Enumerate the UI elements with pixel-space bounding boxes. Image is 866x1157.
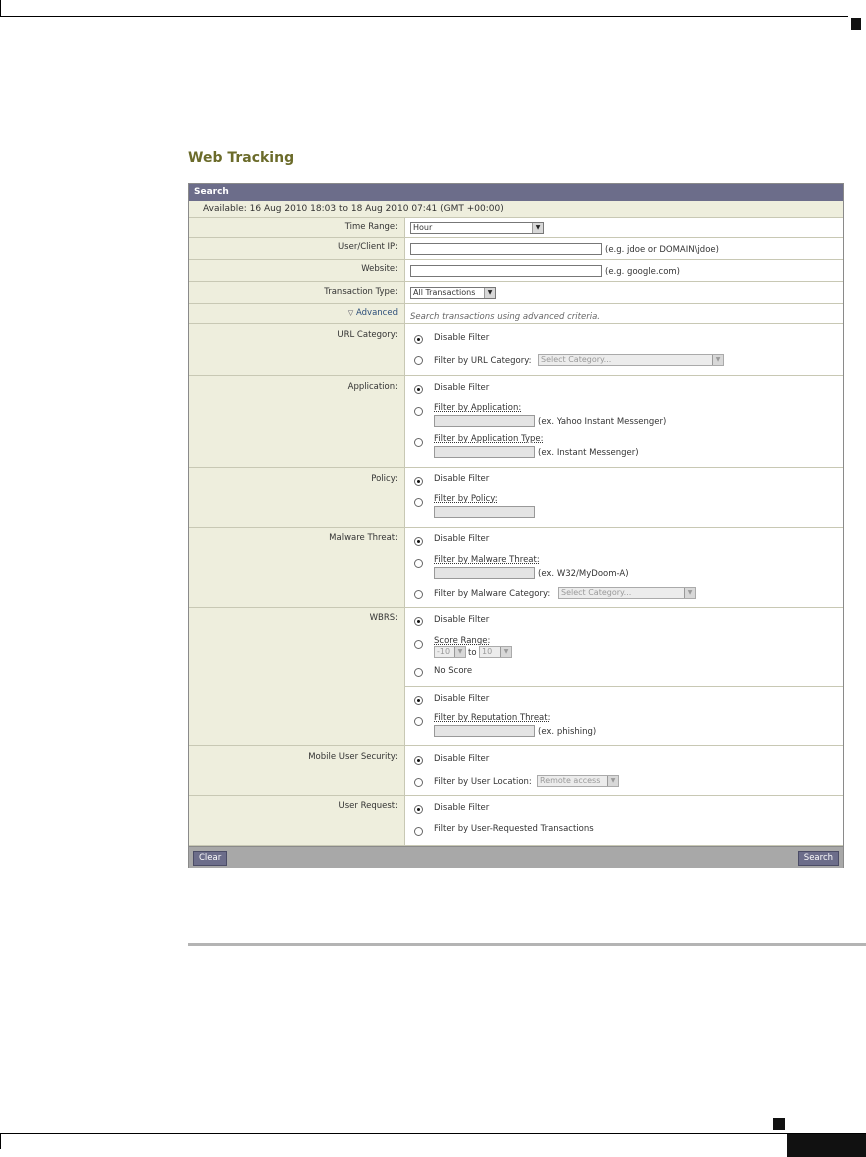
wbrs-score-to-value: 10 <box>482 647 493 656</box>
chevron-down-icon: ▼ <box>532 223 543 233</box>
application-hint: (ex. Yahoo Instant Messenger) <box>538 417 667 427</box>
malware-category-select[interactable] <box>558 587 696 599</box>
malware-category-radio[interactable] <box>414 590 423 599</box>
wbrs-score-from-select[interactable] <box>434 646 466 658</box>
wbrs-reputation-cell <box>404 687 843 746</box>
time-range-cell <box>404 218 843 238</box>
user-ip-input[interactable] <box>410 243 602 255</box>
chevron-down-icon: ▼ <box>484 288 495 298</box>
malware-label: Malware Threat: <box>189 528 404 608</box>
wbrs-rep-disable-radio[interactable] <box>414 696 423 705</box>
website-hint: (e.g. google.com) <box>605 267 681 277</box>
transaction-type-select[interactable] <box>410 287 496 299</box>
application-label: Application: <box>189 376 404 468</box>
chevron-down-icon: ▼ <box>607 776 618 786</box>
user-request-disable-label: Disable Filter <box>434 803 490 813</box>
wbrs-rep-input[interactable] <box>434 725 535 737</box>
user-ip-cell <box>404 238 843 260</box>
url-category-filter-label: Filter by URL Category: <box>434 356 532 366</box>
wbrs-rep-filter-label: Filter by Reputation Threat: <box>434 713 551 723</box>
url-category-select[interactable] <box>538 354 724 366</box>
application-filter-radio[interactable] <box>414 407 423 416</box>
page-corner-mark <box>851 18 861 30</box>
malware-cell <box>404 528 843 608</box>
wbrs-score-label: Score Range: <box>434 636 491 646</box>
page-bottom-tick <box>0 1133 1 1149</box>
mobile-disable-label: Disable Filter <box>434 754 490 764</box>
transaction-type-value: All Transactions <box>413 288 476 297</box>
malware-threat-hint: (ex. W32/MyDoom-A) <box>538 569 629 579</box>
policy-cell <box>404 468 843 528</box>
panel-footer <box>189 846 843 868</box>
panel-header <box>189 184 843 201</box>
page-bottom-rule <box>0 1133 866 1134</box>
wbrs-no-score-radio[interactable] <box>414 668 423 677</box>
application-type-radio[interactable] <box>414 438 423 447</box>
policy-label: Policy: <box>189 468 404 528</box>
wbrs-disable-radio[interactable] <box>414 617 423 626</box>
mobile-disable-radio[interactable] <box>414 756 423 765</box>
wbrs-to-label: to <box>468 648 477 658</box>
panel-header-label: Search <box>194 187 229 197</box>
policy-disable-label: Disable Filter <box>434 474 490 484</box>
page-number-block <box>787 1134 866 1157</box>
application-type-input[interactable] <box>434 446 535 458</box>
wbrs-rep-hint: (ex. phishing) <box>538 727 597 737</box>
policy-disable-radio[interactable] <box>414 477 423 486</box>
user-request-disable-radio[interactable] <box>414 805 423 814</box>
available-text: Available: 16 Aug 2010 18:03 to 18 Aug 2010 07:41 (GMT +00:00) <box>203 204 504 214</box>
mobile-location-select[interactable] <box>537 775 619 787</box>
user-request-label: User Request: <box>189 796 404 846</box>
malware-threat-input[interactable] <box>434 567 535 579</box>
chevron-down-icon: ▼ <box>684 588 695 598</box>
policy-input[interactable] <box>434 506 535 518</box>
page-footer-mark <box>773 1118 785 1130</box>
mobile-location-value: Remote access <box>540 776 601 785</box>
wbrs-no-score-label: No Score <box>434 666 473 676</box>
malware-category-value: Select Category... <box>561 588 632 597</box>
chevron-down-icon: ▼ <box>454 647 465 657</box>
policy-filter-radio[interactable] <box>414 498 423 507</box>
application-disable-label: Disable Filter <box>434 383 490 393</box>
user-request-filter-label: Filter by User-Requested Transactions <box>434 824 594 834</box>
mobile-label: Mobile User Security: <box>189 746 404 796</box>
clear-button[interactable]: Clear <box>193 851 227 866</box>
url-category-select-value: Select Category... <box>541 355 612 364</box>
url-category-disable-radio[interactable] <box>414 335 423 344</box>
user-ip-hint: (e.g. jdoe or DOMAIN\jdoe) <box>605 245 719 255</box>
application-type-hint: (ex. Instant Messenger) <box>538 448 639 458</box>
url-category-cell <box>404 324 843 376</box>
policy-filter-label: Filter by Policy: <box>434 494 498 504</box>
time-range-select[interactable] <box>410 222 544 234</box>
url-category-filter-radio[interactable] <box>414 356 423 365</box>
malware-disable-radio[interactable] <box>414 537 423 546</box>
application-type-label: Filter by Application Type: <box>434 434 544 444</box>
application-input[interactable] <box>434 415 535 427</box>
page-top-rule <box>0 16 848 17</box>
wbrs-label: WBRS: <box>189 608 404 746</box>
transaction-type-cell <box>404 282 843 304</box>
chevron-down-icon: ▼ <box>712 355 723 365</box>
transaction-type-label: Transaction Type: <box>189 282 404 304</box>
wbrs-score-from-value: -10 <box>437 647 451 656</box>
website-input[interactable] <box>410 265 602 277</box>
wbrs-rep-filter-radio[interactable] <box>414 717 423 726</box>
mobile-filter-radio[interactable] <box>414 778 423 787</box>
user-request-cell <box>404 796 843 846</box>
advanced-description: Search transactions using advanced criteria. <box>410 312 600 322</box>
section-divider <box>188 943 866 946</box>
triangle-down-icon: ▽ <box>347 309 354 317</box>
application-disable-radio[interactable] <box>414 385 423 394</box>
url-category-disable-label: Disable Filter <box>434 333 490 343</box>
advanced-link[interactable]: Advanced <box>356 308 398 318</box>
url-category-label: URL Category: <box>189 324 404 376</box>
user-request-filter-radio[interactable] <box>414 827 423 836</box>
advanced-cell <box>404 304 843 324</box>
page-border-tick <box>0 0 1 17</box>
application-filter-label: Filter by Application: <box>434 403 522 413</box>
wbrs-score-cell <box>404 608 843 687</box>
wbrs-rep-disable-label: Disable Filter <box>434 694 490 704</box>
chevron-down-icon: ▼ <box>500 647 511 657</box>
advanced-toggle[interactable] <box>189 304 404 324</box>
wbrs-score-to-select[interactable] <box>479 646 512 658</box>
page-title: Web Tracking <box>188 150 295 166</box>
wbrs-score-radio[interactable] <box>414 640 423 649</box>
website-cell <box>404 260 843 282</box>
mobile-filter-label: Filter by User Location: <box>434 777 532 787</box>
application-cell <box>404 376 843 468</box>
time-range-label: Time Range: <box>189 218 404 238</box>
wbrs-disable-label: Disable Filter <box>434 615 490 625</box>
user-ip-label: User/Client IP: <box>189 238 404 260</box>
mobile-cell <box>404 746 843 796</box>
time-range-value: Hour <box>413 223 433 232</box>
website-label: Website: <box>189 260 404 282</box>
malware-category-label: Filter by Malware Category: <box>434 589 551 599</box>
malware-threat-label: Filter by Malware Threat: <box>434 555 540 565</box>
available-range <box>189 201 843 218</box>
search-button[interactable]: Search <box>798 851 839 866</box>
malware-disable-label: Disable Filter <box>434 534 490 544</box>
malware-threat-radio[interactable] <box>414 559 423 568</box>
